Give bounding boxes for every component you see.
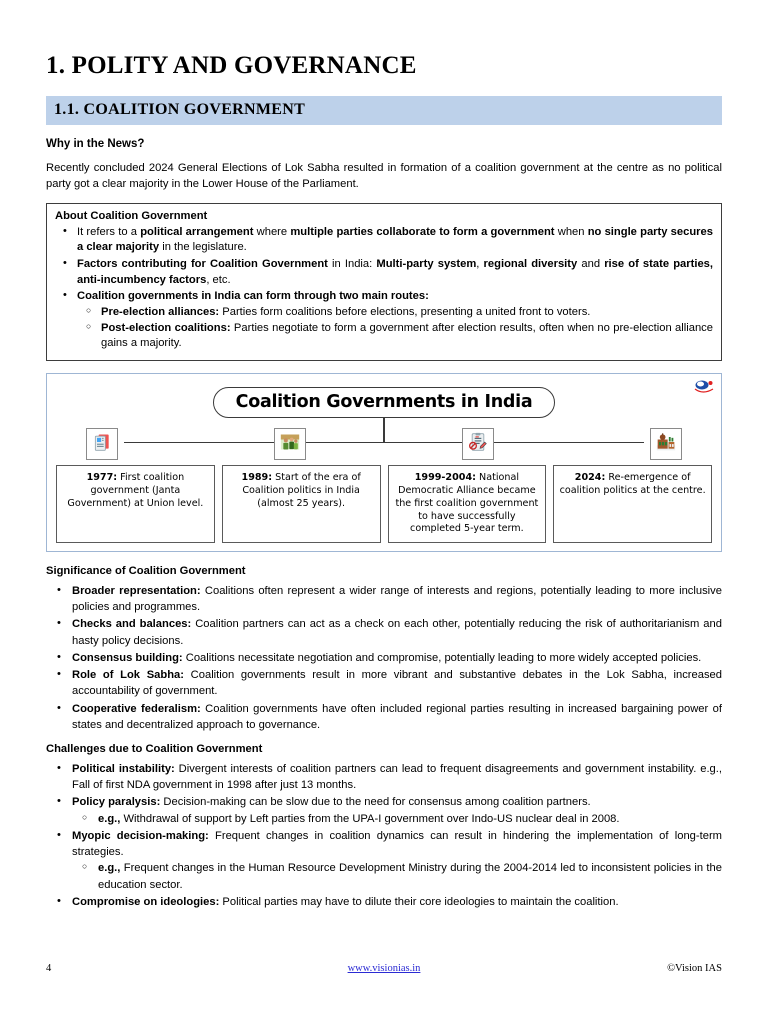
people-group-icon xyxy=(280,432,300,457)
sub-list-item: ○ e.g., Withdrawal of support by Left parties from the UPA-I government over Indo-US nuclear deal in 2008. xyxy=(98,811,722,827)
list-item-text: Political instability: Divergent interests of coalition partners can lead to frequent disagreements and government instability. e.g., Fall of first NDA government in 1998 after just 13 months. xyxy=(72,762,722,792)
significance-heading: Significance of Coalition Government xyxy=(46,564,246,577)
list-item-text: Consensus building: Coalitions necessitate negotiation and compromise, potentially leading to more widely accepted policies. xyxy=(72,651,702,664)
infographic-card-text: Start of the era of Coalition politics in India (almost 25 years). xyxy=(242,472,361,509)
coalition-governments-infographic xyxy=(46,373,722,552)
section-title: 1.1. COALITION GOVERNMENT xyxy=(54,100,306,118)
infographic-icon-row xyxy=(56,428,712,460)
page-footer xyxy=(46,963,722,974)
infographic-title-wrap xyxy=(56,387,712,418)
footer-page-number: 4 xyxy=(46,963,52,974)
list-item xyxy=(77,225,713,256)
parliament-building-icon xyxy=(656,432,676,457)
list-item-text: Myopic decision-making: Frequent changes in coalition dynamics can result in hindering the implementation of long-term strategies. xyxy=(72,829,722,859)
list-item xyxy=(72,583,722,615)
infographic-title: Coalition Governments in India xyxy=(213,387,556,418)
infographic-card-text: Re-emergence of coalition politics at the centre. xyxy=(559,472,706,497)
footer-website-wrap xyxy=(269,963,499,974)
sub-list xyxy=(72,811,722,827)
infographic-card-row xyxy=(56,465,712,543)
list-item-text: It refers to a political arrangement where multiple parties collaborate to form a government when no single party secures a clear majority in the legislature. xyxy=(77,225,713,254)
infographic-icon-box xyxy=(650,428,682,460)
clipboard-checklist-icon xyxy=(468,432,488,457)
list-item-text: Role of Lok Sabha: Coalition governments result in more vibrant and substantive debates in the Lok Sabha, increased accountability of government. xyxy=(72,669,722,698)
list-item xyxy=(72,794,722,826)
infographic-card-year: 1999-2004: xyxy=(414,472,476,484)
sub-list-item: ○ Post-election coalitions: Parties negotiate to form a government after election results, often when no pre-election alliance gains a majority. xyxy=(101,321,713,352)
list-item xyxy=(72,667,722,699)
list-item-text: Compromise on ideologies: Political parties may have to dilute their core ideologies to maintain the coalition. xyxy=(72,895,619,908)
infographic-icon-box xyxy=(86,428,118,460)
list-item xyxy=(72,701,722,733)
list-item xyxy=(72,828,722,893)
list-item-text: Policy paralysis: Decision-making can be slow due to the need for consensus among coalition partners. xyxy=(72,796,591,809)
list-item xyxy=(72,761,722,793)
list-item xyxy=(72,650,722,666)
about-box-list xyxy=(55,225,713,352)
challenges-list xyxy=(46,761,722,910)
list-item-text: Cooperative federalism: Coalition governments have often included regional parties resulting in increased bargaining power of states and decentralized approach to governance. xyxy=(72,702,722,731)
sub-list xyxy=(72,860,722,892)
list-item-text: Factors contributing for Coalition Government in India: Multi-party system, regional diversity and rise of state parties, anti-incumbency factors, etc. xyxy=(77,257,713,286)
challenges-heading: Challenges due to Coalition Government xyxy=(46,742,263,755)
section-header-bar xyxy=(46,96,722,125)
list-item-text: Coalition governments in India can form through two main routes: xyxy=(77,290,429,303)
infographic-card xyxy=(388,465,547,543)
chapter-title: 1. POLITY AND GOVERNANCE xyxy=(46,52,417,79)
infographic-card xyxy=(222,465,381,543)
infographic-icon-box xyxy=(462,428,494,460)
footer-website-link[interactable]: www.visionias.in xyxy=(347,963,421,974)
infographic-card-text: First coalition government (Janta Government) at Union level. xyxy=(67,472,204,509)
about-coalition-government-box xyxy=(46,203,722,361)
significance-list xyxy=(46,583,722,733)
infographic-card xyxy=(553,465,712,543)
sub-list-item: ○ Pre-election alliances: Parties form coalitions before elections, presenting a united front to voters. xyxy=(101,305,713,321)
document-stack-icon xyxy=(92,432,112,457)
footer-copyright: ©Vision IAS xyxy=(667,963,722,974)
sub-list-item: ○ e.g., Frequent changes in the Human Resource Development Ministry during the 2004-2014 led to inconsistent policies in the education sector. xyxy=(98,860,722,892)
why-in-the-news-heading: Why in the News? xyxy=(46,137,145,150)
list-item xyxy=(72,894,722,910)
about-box-title: About Coalition Government xyxy=(55,209,208,222)
infographic-card-year: 2024: xyxy=(574,472,606,484)
sub-list xyxy=(77,305,713,352)
list-item xyxy=(77,289,713,352)
list-item-text: Checks and balances: Coalition partners can act as a check on each other, potentially reducing the risk of authoritarianism and hasty policy decisions. xyxy=(72,618,722,647)
vision-ias-logo xyxy=(694,379,714,395)
infographic-card-year: 1989: xyxy=(241,472,273,484)
infographic-card xyxy=(56,465,215,543)
infographic-card-year: 1977: xyxy=(86,472,118,484)
list-item xyxy=(77,257,713,288)
infographic-card-text: National Democratic Alliance became the first coalition government to have successfully completed 5-year term. xyxy=(395,472,539,535)
list-item-text: Broader representation: Coalitions often represent a wider range of interests and regions, potentially leading to more inclusive policies and programmes. xyxy=(72,584,722,614)
infographic-icon-box xyxy=(274,428,306,460)
list-item xyxy=(72,616,722,648)
why-in-the-news-paragraph: Recently concluded 2024 General Elections of Lok Sabha resulted in formation of a coalition government at the centre as no political party got a clear majority in the Lower House of the Parliament. xyxy=(46,161,722,190)
